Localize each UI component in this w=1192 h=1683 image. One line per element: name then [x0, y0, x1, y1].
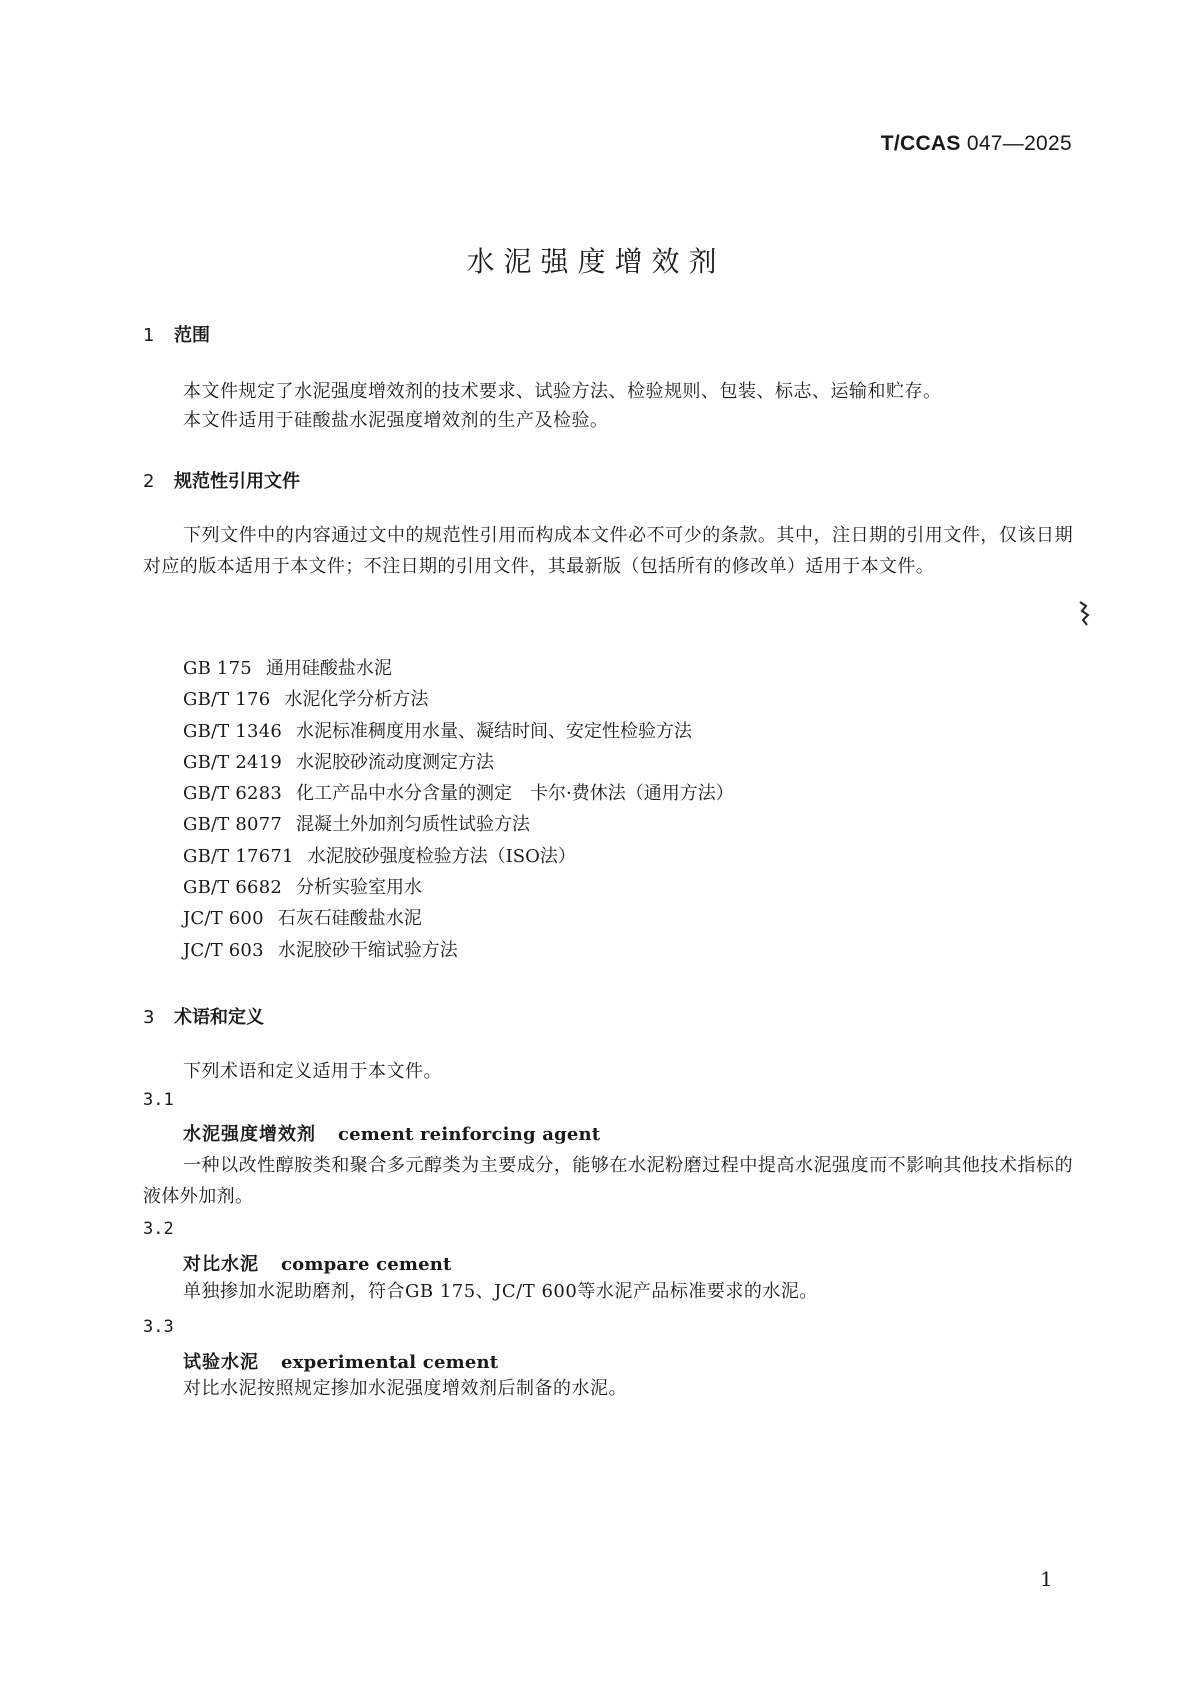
section-heading-1 — [143, 321, 210, 347]
reference-name: 水泥化学分析方法 — [284, 689, 429, 711]
page-number: 1 — [1040, 1567, 1053, 1591]
section-heading-3 — [143, 1003, 264, 1029]
reference-name: 水泥胶砂流动度测定方法 — [296, 751, 495, 773]
reference-item — [183, 809, 734, 840]
reference-name: 分析实验室用水 — [296, 877, 423, 899]
document-code-number: 047—2025 — [966, 132, 1072, 155]
reference-code: JC/T 600 — [183, 908, 264, 930]
reference-item — [183, 841, 734, 872]
reference-item — [183, 872, 734, 903]
term-definition: 对比水泥按照规定掺加水泥强度增效剂后制备的水泥。 — [183, 1378, 627, 1399]
reference-item — [183, 747, 734, 778]
reference-list — [183, 653, 734, 966]
reference-name: 水泥标准稠度用水量、凝结时间、安定性检验方法 — [296, 720, 693, 742]
terms-intro: 下列术语和定义适用于本文件。 — [183, 1061, 442, 1082]
reference-item — [183, 935, 734, 966]
reference-item — [183, 653, 734, 684]
term-number: 3.1 — [143, 1090, 174, 1110]
term-chinese: 对比水泥 — [183, 1254, 259, 1275]
reference-item — [183, 778, 734, 809]
reference-code: GB/T 6682 — [183, 877, 283, 899]
reference-code: GB/T 8077 — [183, 814, 283, 836]
reference-code: GB/T 1346 — [183, 720, 283, 742]
document-code — [881, 132, 1072, 156]
reference-name: 混凝土外加剂匀质性试验方法 — [296, 814, 531, 836]
reference-item — [183, 716, 734, 747]
term-definition: 一种以改性醇胺类和聚合多元醇类为主要成分，能够在水泥粉磨过程中提高水泥强度而不影响其他技术指标的液体外加剂。 — [143, 1155, 1073, 1207]
section-number: 1 — [143, 325, 155, 346]
reference-code: GB 175 — [183, 658, 252, 679]
term-english: cement reinforcing agent — [338, 1124, 601, 1145]
term-definition: 单独掺加水泥助磨剂，符合GB 175、JC/T 600等水泥产品标准要求的水泥。 — [183, 1281, 818, 1302]
reference-code: GB/T 17671 — [183, 845, 294, 867]
term-heading — [183, 1348, 498, 1374]
section-title: 规范性引用文件 — [174, 471, 300, 492]
reference-item — [183, 903, 734, 934]
term-heading — [183, 1120, 600, 1146]
reference-name: 水泥胶砂干缩试验方法 — [277, 939, 458, 961]
section-number: 3 — [143, 1007, 155, 1028]
term-chinese: 水泥强度增效剂 — [183, 1124, 316, 1145]
reference-code: JC/T 603 — [183, 939, 264, 961]
reference-name: 化工产品中水分含量的测定 卡尔·费休法（通用方法） — [296, 783, 734, 805]
scope-paragraph-1: 本文件规定了水泥强度增效剂的技术要求、试验方法、检验规则、包装、标志、运输和贮存。 — [183, 381, 942, 402]
term-english: experimental cement — [281, 1352, 499, 1373]
term-heading — [183, 1250, 452, 1276]
reference-code: GB/T 6283 — [183, 783, 283, 805]
reference-name: 石灰石硅酸盐水泥 — [277, 908, 422, 930]
document-code-prefix: T/CCAS — [880, 132, 961, 155]
scope-paragraph-2: 本文件适用于硅酸盐水泥强度增效剂的生产及检验。 — [183, 410, 609, 431]
page-title: 水泥强度增效剂 — [466, 245, 726, 278]
reference-name: 通用硅酸盐水泥 — [265, 658, 392, 679]
section-title: 范围 — [174, 325, 210, 346]
reference-code: GB/T 176 — [183, 689, 271, 711]
section-number: 2 — [143, 471, 155, 492]
term-number: 3.3 — [143, 1317, 174, 1337]
term-number: 3.2 — [143, 1219, 174, 1239]
reference-code: GB/T 2419 — [183, 751, 283, 773]
term-english: compare cement — [281, 1254, 452, 1275]
term-chinese: 试验水泥 — [183, 1352, 259, 1373]
section-heading-2 — [143, 467, 300, 493]
reference-name: 水泥胶砂强度检验方法（ISO法） — [307, 845, 576, 867]
reference-item — [183, 684, 734, 715]
scan-mark-icon — [1077, 598, 1093, 628]
section-title: 术语和定义 — [174, 1007, 264, 1028]
normative-references-intro: 下列文件中的内容通过文中的规范性引用而构成本文件必不可少的条款。其中，注日期的引用文件，仅该日期对应的版本适用于本文件；不注日期的引用文件，其最新版（包括所有的修改单）适用于本文件。 — [143, 525, 1073, 577]
